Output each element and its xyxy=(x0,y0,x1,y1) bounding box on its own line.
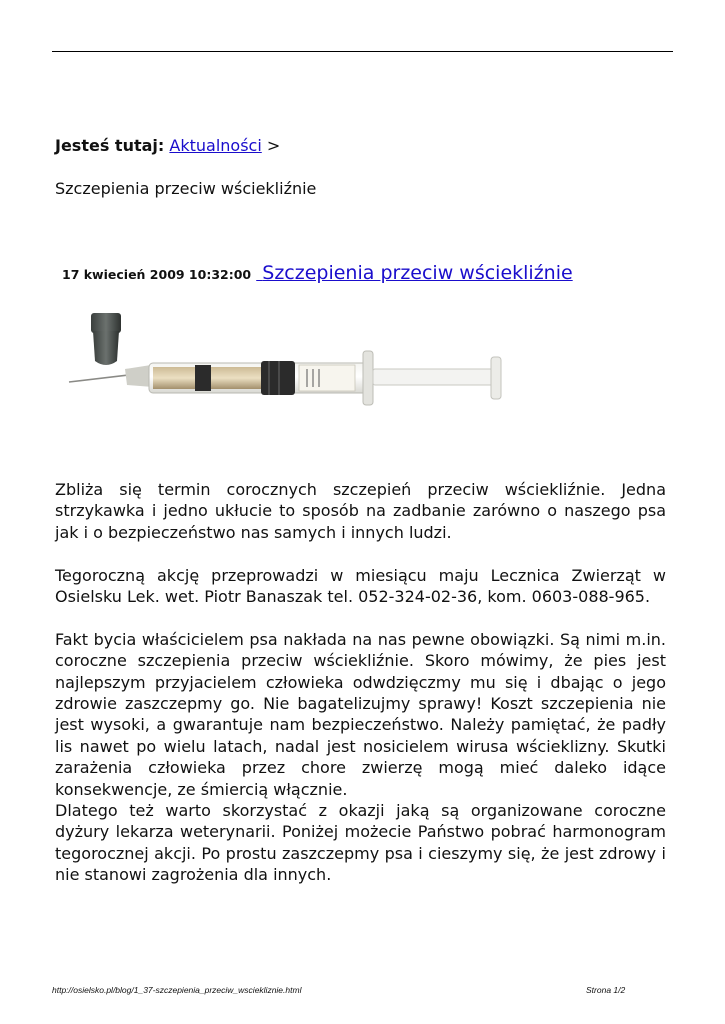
post-date: 17 kwiecień 2009 10:32:00 xyxy=(62,267,252,282)
article-paragraph: Dlatego też warto skorzystać z okazji jaką są organizowane coroczne dyżury lekarza weterynarii. Poniżej możecie Państwo pobrać harmonogram tegorocznej akcji. Po prostu zaszczepmy psa i cieszymy się, że jest zdrowy i nie stanowi zagrożenia dla innych. xyxy=(55,801,666,885)
top-rule xyxy=(52,51,673,52)
syringe-image xyxy=(55,303,520,430)
article-paragraph: Tegoroczną akcję przeprowadzi w miesiącu maju Lecznica Zwierząt w Osielsku Lek. wet. Piotr Banaszak tel. 052-324-02-36, kom. 0603-088-965. xyxy=(55,565,666,607)
post-title-text: Szczepienia przeciw wściekliźnie xyxy=(262,262,573,284)
post-title-link[interactable] xyxy=(256,262,572,284)
article-paragraph: Zbliża się termin corocznych szczepień przeciw wściekliźnie. Jedna strzykawka i jedno ukłucie to sposób na zadbanie zarówno o naszego psa jak i o bezpieczeństwo nas samych i innych ludzi. xyxy=(55,480,666,542)
article-paragraph: Fakt bycia właścicielem psa nakłada na nas pewne obowiązki. Są nimi m.in. coroczne szczepienia przeciw wściekliźnie. Skoro mówimy, że pies jest najlepszym przyjacielem człowieka odwdzięczmy mu się i dbając o jego zdrowie zaszczepmy go. Nie bagatelizujmy sprawy! Koszt szczepienia nie jest wysoki, a gwarantuje nam bezpieczeństwo. Należy pamiętać, że padły lis nawet po wielu latach, nadal jest nosicielem wirusa wścieklizny. Skutki zarażenia człowieka przez chore zwierzę mogą mieć daleko idące konsekwencje, ze śmiercią włącznie. xyxy=(55,629,666,799)
breadcrumb xyxy=(55,135,280,157)
article-body xyxy=(55,479,666,886)
breadcrumb-label: Jesteś tutaj: xyxy=(55,136,165,155)
post-header xyxy=(62,262,573,284)
footer-page-number: Strona 1/2 xyxy=(586,985,626,995)
page-title: Szczepienia przeciw wściekliźnie xyxy=(55,179,317,198)
footer-url: http://osielsko.pl/blog/1_37-szczepienia_przeciw_wsciekliznie.html xyxy=(52,985,302,995)
breadcrumb-separator: > xyxy=(266,136,281,155)
breadcrumb-link-aktualnosci[interactable]: Aktualności xyxy=(169,136,262,155)
